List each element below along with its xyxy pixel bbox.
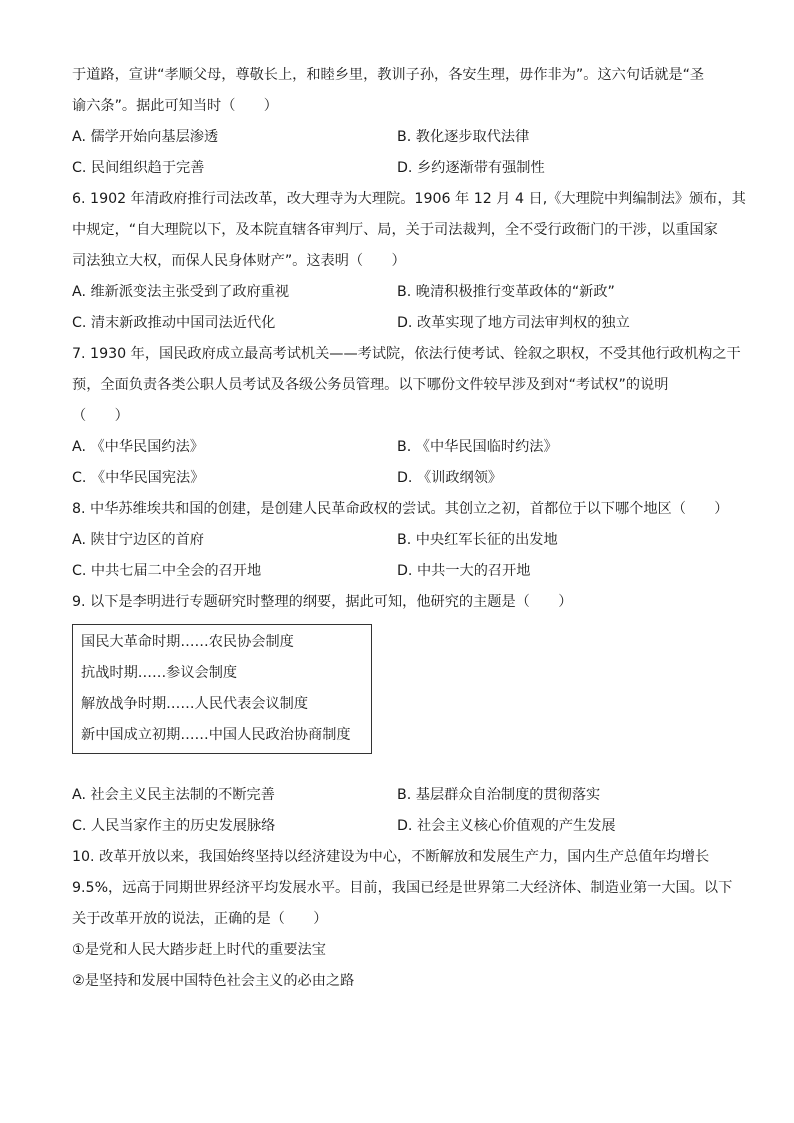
question-text-line: 关于改革开放的说法，正确的是（ ） <box>72 911 328 927</box>
outline-item: 解放战争时期……人民代表会议制度 <box>81 696 309 712</box>
question-5-tail <box>72 60 722 184</box>
question-8 <box>72 494 729 587</box>
study-outline-box <box>72 624 372 754</box>
option-c: C. 清末新政推动中国司法近代化 <box>72 315 276 331</box>
question-text-line: 谕六条”。据此可知当时（ ） <box>72 98 278 114</box>
outline-item: 新中国成立初期……中国人民政治协商制度 <box>81 727 351 743</box>
option-row <box>72 122 722 153</box>
option-d: D. 中共一大的召开地 <box>397 563 531 579</box>
question-9 <box>72 587 722 842</box>
option-b: B. 《中华民国临时约法》 <box>397 439 558 455</box>
option-d: D. 改革实现了地方司法审判权的独立 <box>397 315 630 331</box>
option-c: C. 人民当家作主的历史发展脉络 <box>72 818 276 834</box>
option-row <box>72 153 722 184</box>
outline-item: 国民大革命时期……农民协会制度 <box>81 634 294 650</box>
outline-item: 抗战时期……参议会制度 <box>81 665 238 681</box>
question-text-line: 10. 改革开放以来，我国始终坚持以经济建设为中心，不断解放和发展生产力，国内生产总值年均增长 <box>72 849 710 865</box>
question-text-line: 中规定，“自大理院以下，及本院直辖各审判厅、局，关于司法裁判，全不受行政衙门的干涉，以重国家 <box>72 222 718 238</box>
option-a: A. 陕甘宁边区的首府 <box>72 532 204 548</box>
option-d: D. 乡约逐渐带有强制性 <box>397 160 545 176</box>
option-row <box>72 308 722 339</box>
question-text-line: 于道路，宣讲“孝顺父母，尊敬长上，和睦乡里，教训子孙，各安生理，毋作非为”。这六句话就是“圣 <box>72 67 705 83</box>
option-a: A. 《中华民国约法》 <box>72 439 204 455</box>
option-d: D. 《训政纲领》 <box>397 470 503 486</box>
question-text-line: 司法独立大权，而保人民身体财产”。这表明（ ） <box>72 253 406 269</box>
option-c: C. 中共七届二中全会的召开地 <box>72 563 262 579</box>
option-c: C. 《中华民国宪法》 <box>72 470 205 486</box>
question-text-line: 9. 以下是李明进行专题研究时整理的纲要，据此可知，他研究的主题是（ ） <box>72 594 573 610</box>
question-text-line: 8. 中华苏维埃共和国的创建，是创建人民革命政权的尝试。其创立之初，首都位于以下哪个地区（ ） <box>72 501 729 517</box>
option-row <box>72 277 722 308</box>
option-a: A. 维新派变法主张受到了政府重视 <box>72 284 290 300</box>
question-text-line: 6. 1902 年清政府推行司法改革，改大理寺为大理院。1906 年 12 月 4 日,《大理院中判编制法》颁布，其 <box>72 191 746 207</box>
option-b: B. 教化逐步取代法律 <box>397 129 530 145</box>
question-text-line: 9.5%，远高于同期世界经济平均发展水平。目前，我国已经是世界第二大经济体、制造业第一大国。以下 <box>72 880 733 896</box>
option-d: D. 社会主义核心价值观的产生发展 <box>397 818 616 834</box>
question-7 <box>72 339 741 494</box>
question-6 <box>72 184 746 339</box>
option-b: B. 晚清积极推行变革政体的“新政” <box>397 284 615 300</box>
option-a: A. 社会主义民主法制的不断完善 <box>72 787 275 803</box>
option-row <box>72 432 722 463</box>
option-row <box>72 463 722 494</box>
option-c: C. 民间组织趋于完善 <box>72 160 205 176</box>
exam-page <box>72 60 746 997</box>
option-row <box>72 556 722 587</box>
option-b: B. 基层群众自治制度的贯彻落实 <box>397 787 601 803</box>
question-text-line: （ ） <box>72 408 129 424</box>
option-a: A. 儒学开始向基层渗透 <box>72 129 219 145</box>
option-row <box>72 525 722 556</box>
option-b: B. 中央红军长征的出发地 <box>397 532 558 548</box>
option-row <box>72 811 722 842</box>
statement-2: ②是坚持和发展中国特色社会主义的必由之路 <box>72 973 355 989</box>
question-text-line: 7. 1930 年，国民政府成立最高考试机关——考试院，依法行使考试、铨叙之职权，不受其他行政机构之干 <box>72 346 741 362</box>
option-row <box>72 780 722 811</box>
statement-1: ①是党和人民大踏步赶上时代的重要法宝 <box>72 942 326 958</box>
question-10 <box>72 842 733 997</box>
question-text-line: 预，全面负责各类公职人员考试及各级公务员管理。以下哪份文件较早涉及到对“考试权”的说明 <box>72 377 669 393</box>
